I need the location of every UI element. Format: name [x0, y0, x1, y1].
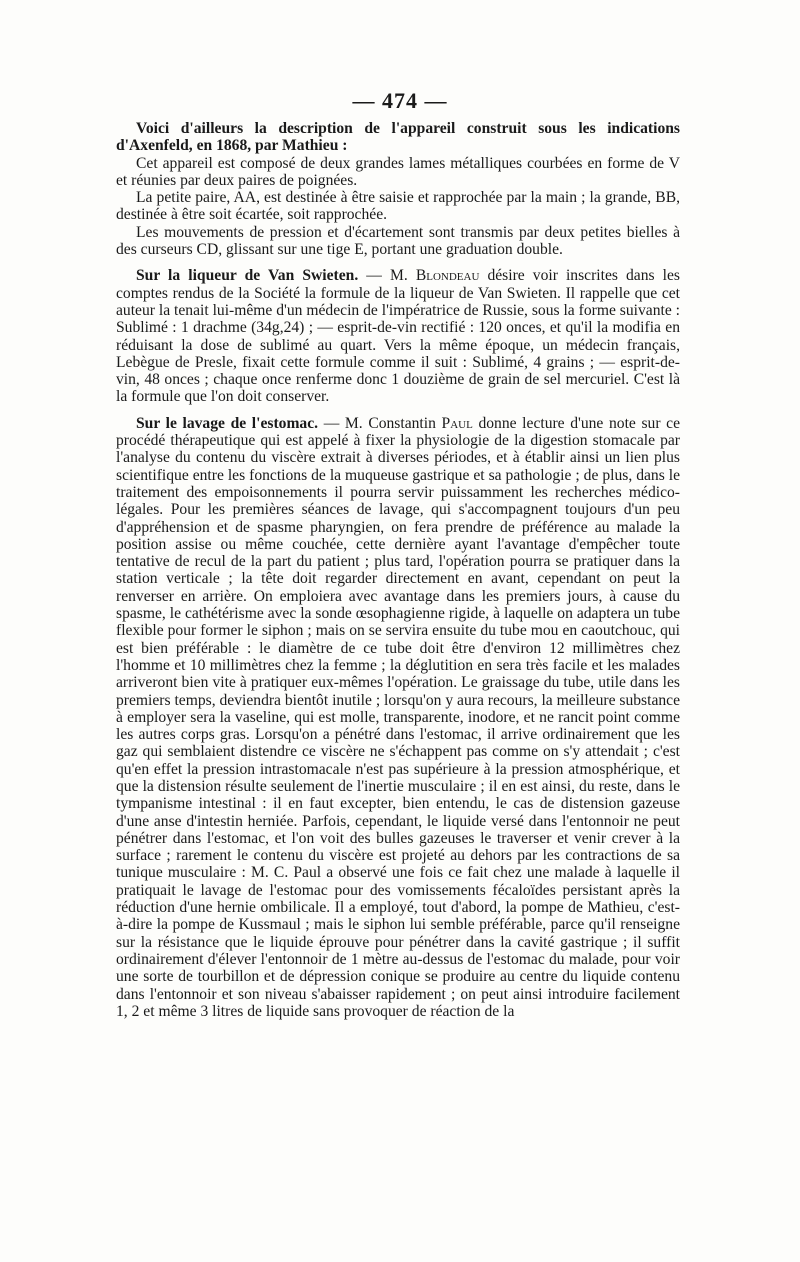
van-swieten-section [116, 267, 680, 405]
lavage-dash: — M. Constantin [318, 414, 442, 432]
apparatus-paragraph-3: Les mouvements de pression et d'écartement sont transmis par deux petites bielles à des curseurs CD, glissant sur une tige E, portant une graduation double. [116, 223, 680, 259]
apparatus-paragraph-1: Cet appareil est composé de deux grandes lames métalliques courbées en forme de V et réunies par deux paires de poignées. [116, 154, 680, 189]
van-swieten-heading: Sur la liqueur de Van Swieten. [136, 267, 359, 285]
van-swieten-body: désire voir inscrites dans les comptes rendus de la Société la formule de la liqueur de Van Swieten. Il rappelle que cet auteur la tenait lui-même d'un médecin de l'impératrice de Russie, sous la forme suivante : Sublimé : 1 drachme (34g,24) ; — esprit-de-vin rectifié : 120 onces, et qu'il la modifia en réduisant la dose de sublimé au quart. Vers la même époque, un médecin français, Lebègue de Presle, fixait cette formule comme il suit : Sublimé, 4 grains ; — esprit-de-vin, 48 onces ; chaque once renferme donc 1 douzième de grain de sel mercuriel. C'est là la formule que l'on doit conserver. [116, 267, 680, 406]
lavage-author: Paul [441, 414, 473, 432]
intro-paragraph: Voici d'ailleurs la description de l'appareil construit sous les indications d'Axenfeld, en 1868, par Mathieu : [116, 120, 680, 155]
lavage-heading: Sur le lavage de l'estomac. [136, 414, 319, 432]
van-swieten-dash: — M. [358, 267, 416, 285]
page-number: — 474 — [352, 88, 448, 113]
lavage-section [116, 415, 680, 1020]
lavage-body: donne lecture d'une note sur ce procédé thérapeutique qui est appelé à fixer la physiologie de la digestion stomacale par l'analyse du contenu du viscère extrait à diverses périodes, et à établir ainsi un lien plus scientifique entre les fonctions de la muqueuse gastrique et sa pathologie ; de plus, dans le traitement des empoisonnements il pourra servir puissamment les recherches médico-légales. Pour les premières séances de lavage, qui s'accompagnent toujours d'un peu d'appréhension et de spasme pharyngien, on fera prendre de préférence au malade la position assise ou même couchée, cette dernière ayant l'avantage d'empêcher toute tentative de recul de la part du patient ; plus tard, l'opération pourra se pratiquer dans la station verticale ; la tête doit regarder directement en avant, cependant on peut la renverser en arrière. On emploiera avec avantage dans les premiers jours, à cause du spasme, le cathétérisme avec la sonde œsophagienne rigide, à laquelle on adaptera un tube flexible pour former le siphon ; mais on se servira ensuite du tube mou en caoutchouc, qui est bien préférable : le diamètre de ce tube doit être d'environ 12 millimètres chez l'homme et 10 millimètres chez la femme ; la déglutition en sera très facile et les malades arriveront bien vite à pratiquer eux-mêmes l'opération. Le graissage du tube, utile dans les premiers temps, deviendra bientôt inutile ; lorsqu'on y aura recours, la meilleure substance à employer sera la vaseline, qui est molle, transparente, inodore, et ne rancit point comme les autres corps gras. Lorsqu'on a pénétré dans l'estomac, il arrive ordinairement que les gaz qui semblaient distendre ce viscère ne s'échappent pas comme on s'y attendait ; c'est qu'en effet la pression intrastomacale n'est pas supérieure à la pression atmosphérique, et que la distension résulte seulement de l'inertie musculaire ; il en est ainsi, du reste, dans le tympanisme intestinal : il en faut excepter, bien entendu, le cas de distension gazeuse d'une anse d'intestin herniée. Parfois, cependant, le liquide versé dans l'entonnoir ne peut pénétrer dans l'estomac, et l'on voit des bulles gazeuses le traverser et venir crever à la surface ; rarement le contenu du viscère est projeté au dehors par les contractions de sa tunique musculaire : M. C. Paul a observé une fois ce fait chez une malade à laquelle il pratiquait le lavage de l'estomac pour des vomissements fécaloïdes persistant après la réduction d'une hernie ombilicale. Il a employé, tout d'abord, la pompe de Mathieu, c'est-à-dire la pompe de Kussmaul ; mais le siphon lui semble préférable, parce qu'il renseigne sur la résistance que le liquide éprouve pour pénétrer dans la cavité gastrique ; il suffit ordinairement d'élever l'entonnoir de 1 mètre au-dessus de l'estomac du malade, pour voir une sorte de tourbillon et de dépression conique se produire au centre du liquide contenu dans l'entonnoir et son niveau s'abaisser rapidement ; on peut ainsi introduire facilement 1, 2 et même 3 litres de liquide sans provoquer de réaction de la [116, 414, 681, 1020]
apparatus-paragraph-2: La petite paire, AA, est destinée à être saisie et rapprochée par la main ; la grande, BB, destinée à être soit écartée, soit rapprochée. [116, 189, 680, 224]
van-swieten-author: Blondeau [415, 267, 480, 285]
page-body [116, 120, 680, 1020]
